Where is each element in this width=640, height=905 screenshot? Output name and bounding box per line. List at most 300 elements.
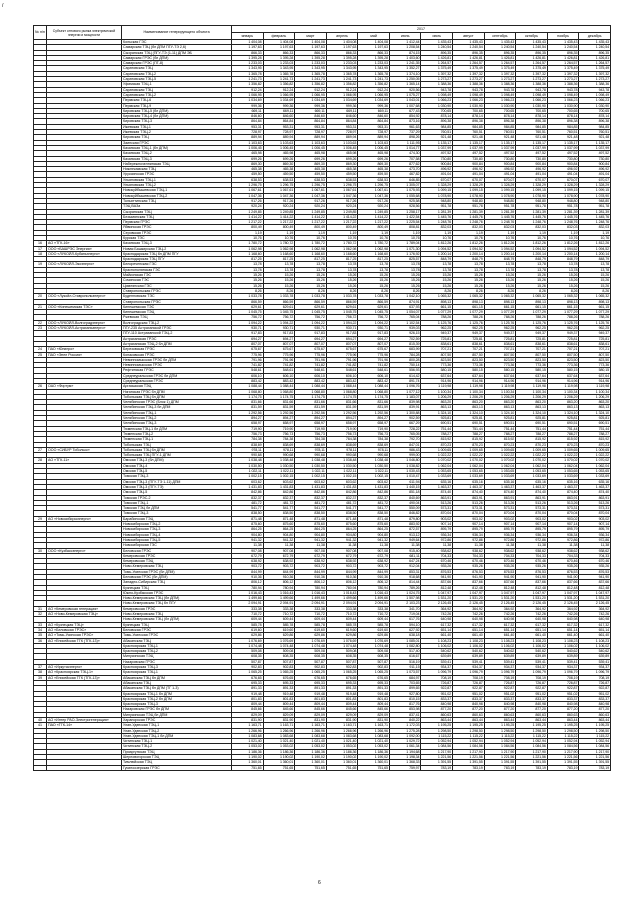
row-value: 866,33	[326, 50, 358, 55]
row-value: 695,33	[358, 680, 390, 685]
row-value: 1 084,56	[547, 744, 579, 749]
row-value: 1 006,45	[358, 145, 390, 150]
row-object: Майкопская ГЭС	[122, 273, 232, 278]
row-object: Красноярская ТЭЦ-2	[122, 649, 232, 654]
row-value: 846,82	[389, 511, 421, 516]
row-value: 896,38	[484, 119, 516, 124]
row-value: 1 094,52	[484, 246, 516, 251]
row-value: 1 404,08	[232, 40, 264, 45]
row-value: 1 217,90	[484, 749, 516, 754]
row-value: 860,63	[516, 712, 548, 717]
row-value: 866,59	[358, 299, 390, 304]
row-value: 728,97	[232, 130, 264, 135]
row-value: 938,62	[579, 548, 611, 553]
row-value: 783,19	[516, 765, 548, 770]
row-value: 891,74	[389, 379, 421, 384]
row-value: 1 053,02	[326, 744, 358, 749]
row-value: 806,12	[232, 580, 264, 585]
row-value: 870,04	[484, 511, 516, 516]
row-object: Томь-Усинская ГРЭС	[122, 633, 232, 638]
row-value: 751,44	[547, 426, 579, 431]
row-value: 866,59	[232, 299, 264, 304]
row-value: 848,79	[547, 257, 579, 262]
row-value: 870,04	[547, 511, 579, 516]
row-value: 1 397,32	[484, 71, 516, 76]
row-value: 832,37	[232, 495, 264, 500]
row-value: 629,86	[358, 633, 390, 638]
row-value: 1 022,11	[232, 469, 264, 474]
row-value: 15,26	[326, 273, 358, 278]
row-value: 1 062,04	[516, 463, 548, 468]
row-value: 896,38	[579, 119, 611, 124]
row-value: 1 066,23	[484, 98, 516, 103]
row-value: 15,26	[516, 273, 548, 278]
row-value: 773,36	[421, 363, 453, 368]
row-value: 1 066,95	[358, 92, 390, 97]
row-value: 1 328,29	[547, 183, 579, 188]
row-value: 606,10	[295, 373, 327, 378]
row-organization: ПАО «Энел Россия»	[47, 352, 122, 357]
row-value: 831,90	[326, 718, 358, 723]
row-value: 1 033,69	[516, 474, 548, 479]
row-value: 1 021,40	[295, 739, 327, 744]
row-value: 1 264,57	[516, 61, 548, 66]
row-value: 1 463,37	[484, 484, 516, 489]
row-value: 831,90	[295, 718, 327, 723]
row-value: 907,14	[579, 522, 611, 527]
row-value: 972,86	[484, 537, 516, 542]
row-value: 2 126,45	[421, 601, 453, 606]
row-value: 914,96	[453, 379, 485, 384]
row-value: 1 273,27	[421, 77, 453, 82]
row-value: 1 108,23	[453, 638, 485, 643]
row-object: Ново-Кемеровская ТЭЦ	[122, 564, 232, 569]
row-value: 1 404,08	[326, 40, 358, 45]
row-value: 780,94	[326, 585, 358, 590]
row-value: 917,83	[358, 331, 390, 336]
row-value: 807,50	[547, 352, 579, 357]
row-value: 838,61	[579, 341, 611, 346]
row-object: Кировская ТЭЦ	[122, 135, 232, 140]
row-value: 895,79	[547, 527, 579, 532]
row-value: 364,92	[579, 606, 611, 611]
row-value: 1 240,54	[579, 45, 611, 50]
row-value: 1 356,82	[295, 82, 327, 87]
row-value: 1 298,50	[421, 728, 453, 733]
row-organization: ООО «БАШРЭС Энергия»	[47, 246, 122, 251]
header-month: июнь	[389, 33, 421, 40]
row-value: 540,62	[547, 649, 579, 654]
row-value: 801,83	[295, 696, 327, 701]
row-value: 1 094,52	[453, 246, 485, 251]
row-value: 907,14	[453, 522, 485, 527]
row-value: 789,26	[389, 585, 421, 590]
row-value: 1 119,98	[421, 384, 453, 389]
row-value: 1 016,43	[263, 590, 295, 595]
row-value: 481,72	[232, 500, 264, 505]
row-value: 1 412,44	[389, 40, 421, 45]
row-value: 728,97	[358, 130, 390, 135]
row-value: 658,97	[326, 421, 358, 426]
row-value: 556,93	[389, 368, 421, 373]
row-value: 1 190,02	[326, 755, 358, 760]
row-value: 978,11	[358, 447, 390, 452]
row-value: 15,26	[358, 283, 390, 288]
row-value: 775,96	[263, 352, 295, 357]
row-value: 831,59	[232, 405, 264, 410]
row-value: 496,92	[516, 167, 548, 172]
row-value: 1 356,82	[263, 82, 295, 87]
row-value: 15,26	[579, 273, 611, 278]
row-value: 1 094,52	[547, 246, 579, 251]
row-value: 1 426,81	[547, 55, 579, 60]
row-value: 941,32	[358, 537, 390, 542]
row-value: 839,98	[389, 400, 421, 405]
row-value: 907,14	[547, 522, 579, 527]
row-value: 15,26	[484, 278, 516, 283]
row-value: 1 292,56	[326, 410, 358, 415]
row-value: 801,83	[326, 696, 358, 701]
row-object: Самарская ГРЭС (ПГ-8)	[122, 61, 232, 66]
row-value: 898,13	[579, 299, 611, 304]
row-value: 936,34	[453, 532, 485, 537]
row-value: 864,25	[232, 527, 264, 532]
row-value: 1 078,90	[453, 193, 485, 198]
row-value: 817,25	[295, 257, 327, 262]
row-value: 730,80	[421, 156, 453, 161]
row-value: 751,44	[516, 426, 548, 431]
row-value: 459,50	[295, 172, 327, 177]
row-value: 1 391,55	[579, 760, 611, 765]
row-value: 877,20	[421, 707, 453, 712]
row-value: 658,97	[263, 421, 295, 426]
row-object: Красноярская ТЭЦ-2 бл ДПМ	[122, 696, 232, 701]
row-value: 540,62	[516, 649, 548, 654]
row-value: 1 071,30	[389, 246, 421, 251]
row-value: 978,11	[326, 447, 358, 452]
row-value: 1 119,98	[547, 384, 579, 389]
row-value: 1 200,14	[421, 251, 453, 256]
row-value: 904,80	[326, 532, 358, 537]
row-value: 1 073,57	[389, 670, 421, 675]
row-value: 962,25	[579, 326, 611, 331]
row-value: 1 070,02	[421, 458, 453, 463]
row-value: 914,96	[547, 379, 579, 384]
row-object: Няганская ГРЭС бл ДПМ	[122, 389, 232, 394]
row-value: 1 070,02	[484, 458, 516, 463]
row-value: 1 195,25	[484, 723, 516, 728]
row-value: 876,53	[484, 569, 516, 574]
row-object: Среднеуральская ГРЭС бл ДПМ	[122, 373, 232, 378]
row-value: 1 365,78	[358, 71, 390, 76]
row-value: 842,86	[263, 490, 295, 495]
row-value: 864,25	[358, 527, 390, 532]
row-value: 984,85	[547, 124, 579, 129]
row-value: 638,92	[295, 559, 327, 564]
row-value: 801,83	[358, 696, 390, 701]
row-value: 896,35	[453, 50, 485, 55]
row-value: 1 368,33	[389, 760, 421, 765]
row-object: Улан-Удэнская ТЭЦ-1 бл ДПМ	[122, 733, 232, 738]
row-value: 1 021,40	[358, 739, 390, 744]
row-value: 807,50	[579, 352, 611, 357]
row-value: 951,78	[547, 204, 579, 209]
row-value: 895,79	[484, 527, 516, 532]
row-value: 700,65	[579, 108, 611, 113]
row-value: 1 200,14	[547, 251, 579, 256]
row-value: 1 047,97	[484, 590, 516, 595]
row-value: 1 435,43	[421, 40, 453, 45]
row-value: 669,11	[263, 108, 295, 113]
row-value: 922,87	[421, 686, 453, 691]
row-value: 919,48	[263, 691, 295, 696]
header-month: май	[358, 33, 390, 40]
row-value: 935,26	[421, 564, 453, 569]
row-object: Томская ТЭЦ-3	[122, 511, 232, 516]
row-value: 15,26	[579, 283, 611, 288]
row-value: 756,73	[232, 431, 264, 436]
row-object: Минусинская ТЭЦ	[122, 654, 232, 659]
row-value: 1 066,95	[326, 92, 358, 97]
row-value: 839,91	[389, 405, 421, 410]
row-value: 1 248,76	[547, 220, 579, 225]
row-value: 863,13	[579, 405, 611, 410]
row-value: 953,31	[263, 124, 295, 129]
row-value: 1 414,22	[263, 214, 295, 219]
row-value: 2 094,91	[232, 601, 264, 606]
row-value: 951,78	[421, 204, 453, 209]
row-value: 1 163,71	[326, 723, 358, 728]
row-value: 812,48	[516, 585, 548, 590]
row-object: Кировская ТЭЦ-3	[122, 119, 232, 124]
row-value: 617,32	[547, 622, 579, 627]
row-value: 863,20	[579, 400, 611, 405]
row-value: 1 135,17	[547, 140, 579, 145]
row-value: 694,27	[263, 336, 295, 341]
row-value: 851,18	[389, 490, 421, 495]
row-value: 15,26	[421, 278, 453, 283]
row-object: Набережночелнинская ТЭЦ	[122, 161, 232, 166]
row-value: 15,26	[421, 283, 453, 288]
row-value: 1 037,99	[516, 145, 548, 150]
row-value: 935,26	[547, 564, 579, 569]
row-value: 784,38	[326, 437, 358, 442]
row-value: 775,96	[326, 352, 358, 357]
row-value: 1 445,76	[421, 214, 453, 219]
row-value: 730,80	[484, 156, 516, 161]
row-value: 1 298,50	[547, 728, 579, 733]
row-value: 617,32	[516, 622, 548, 627]
row-value: 1 037,99	[547, 145, 579, 150]
row-value: 1 258,17	[389, 209, 421, 214]
row-value: 507,87	[326, 659, 358, 664]
row-value: 541,77	[295, 506, 327, 511]
row-value: 1 812,26	[421, 241, 453, 246]
row-value: 1 065,32	[484, 294, 516, 299]
row-value: 1 435,43	[547, 40, 579, 45]
row-object: Березовская ГРЭС	[122, 347, 232, 352]
row-value: 1 292,56	[295, 410, 327, 415]
row-value: 1 206,29	[453, 394, 485, 399]
row-value: 1 431,83	[358, 484, 390, 489]
row-value: 1 298,50	[579, 728, 611, 733]
row-value: 1 085,01	[389, 638, 421, 643]
row-organization: ПАО «Юнипро»	[47, 347, 122, 352]
row-value: 1 045,75	[358, 310, 390, 315]
row-value: 809,44	[232, 702, 264, 707]
row-value: 1 099,15	[579, 188, 611, 193]
row-value: 1 108,23	[547, 638, 579, 643]
row-object: Саратовская ТЭЦ	[122, 66, 232, 71]
header-year: 2017	[232, 26, 611, 33]
row-value: 1 030,50	[326, 463, 358, 468]
row-value: 459,50	[358, 172, 390, 177]
row-value: 999,00	[389, 453, 421, 458]
row-value: 1 030,90	[453, 103, 485, 108]
row-value: 874,40	[547, 490, 579, 495]
row-object: Красноярская ТЭЦ-3	[122, 702, 232, 707]
row-value: 710,72	[295, 612, 327, 617]
row-object: Тюменская ТЭЦ-1 бл ДПМ	[122, 426, 232, 431]
row-value: 1 250,05	[389, 77, 421, 82]
row-object: Сызранская ТЭЦ	[122, 209, 232, 214]
row-value: 1 047,97	[547, 590, 579, 595]
row-value: 1 435,43	[453, 40, 485, 45]
row-value: 573,31	[484, 506, 516, 511]
row-value: 1 190,02	[358, 755, 390, 760]
row-value: 1 273,27	[516, 77, 548, 82]
row-value: 788,26	[579, 315, 611, 320]
row-value: 1 206,29	[579, 394, 611, 399]
row-value: 708,19	[484, 675, 516, 680]
row-object: Астраханская ГРЭС	[122, 336, 232, 341]
row-value: 864,84	[326, 119, 358, 124]
row-value: 1 009,65	[579, 447, 611, 452]
row-value: 333,38	[295, 606, 327, 611]
row-value: 1 397,32	[579, 71, 611, 76]
row-value: 1 221,56	[547, 755, 579, 760]
row-value: 1 172,03	[389, 723, 421, 728]
row-value: 920,24	[295, 204, 327, 209]
row-value: 1 098,49	[453, 92, 485, 97]
row-value: 773,36	[516, 363, 548, 368]
row-value: 11,38	[516, 543, 548, 548]
row-value: 941,32	[295, 537, 327, 542]
row-value: 1 022,22	[579, 453, 611, 458]
row-value: 8,26	[326, 288, 358, 293]
row-organization: ПАО «ТГК-14»	[47, 723, 122, 728]
row-value: 580,15	[421, 368, 453, 373]
row-value: 1 217,22	[263, 220, 295, 225]
row-value: 1 812,26	[579, 241, 611, 246]
row-value: 1 241,73	[326, 77, 358, 82]
row-value: 842,86	[358, 490, 390, 495]
row-value: 921,48	[516, 135, 548, 140]
row-value: 943,78	[453, 87, 485, 92]
row-value: 844,99	[263, 569, 295, 574]
row-value: 889,94	[263, 135, 295, 140]
row-value: 1 200,14	[484, 251, 516, 256]
row-object: Кировская ТЭЦ-4 (бл ДПМ)	[122, 114, 232, 119]
row-value: 1 016,43	[232, 590, 264, 595]
row-value: 540,62	[579, 649, 611, 654]
row-value: 606,10	[232, 373, 264, 378]
row-value: 1 463,37	[516, 484, 548, 489]
row-value: 661,40	[579, 633, 611, 638]
row-value: 788,27	[547, 431, 579, 436]
row-value: 465,38	[232, 167, 264, 172]
row-value: 11,38	[263, 543, 295, 548]
row-value: 629,86	[295, 633, 327, 638]
row-value: 914,96	[484, 379, 516, 384]
row-value: 670,07	[579, 177, 611, 182]
row-value: 1 068,80	[326, 389, 358, 394]
row-object: Омская ТЭЦ-3 (бл ДПМ)	[122, 458, 232, 463]
row-value: 941,32	[326, 537, 358, 542]
row-value: 1 047,97	[516, 590, 548, 595]
row-object: ПГУ-110 Астраханской ТЭЦ-2	[122, 331, 232, 336]
row-value: 1 168,60	[295, 251, 327, 256]
row-value: 1 217,22	[295, 220, 327, 225]
row-value: 817,25	[263, 257, 295, 262]
row-value: 1 789,04	[389, 241, 421, 246]
row-value: 951,02	[516, 691, 548, 696]
row-value: 1 391,55	[516, 760, 548, 765]
row-value: 869,30	[358, 161, 390, 166]
row-value: 1 070,02	[453, 458, 485, 463]
row-value: 670,46	[484, 559, 516, 564]
row-value: 903,02	[516, 516, 548, 521]
row-value: 833,37	[421, 696, 453, 701]
row-object: Новосибирская ГЭС	[122, 543, 232, 548]
row-value: 978,11	[295, 447, 327, 452]
row-value: 1 066,23	[453, 98, 485, 103]
row-value: 871,48	[326, 516, 358, 521]
row-value: 1 531,20	[516, 596, 548, 601]
row-value: 1 221,56	[453, 755, 485, 760]
row-value: 1 100,34	[579, 389, 611, 394]
row-value: 788,27	[453, 431, 485, 436]
row-value: 921,48	[579, 135, 611, 140]
row-value: 509,08	[358, 649, 390, 654]
row-organization: АО «Енисейская ТГК (ТГК-13)»	[47, 675, 122, 680]
row-value: 1 531,20	[421, 596, 453, 601]
row-value: 708,19	[516, 675, 548, 680]
row-value: 817,76	[389, 702, 421, 707]
row-value: 640,98	[516, 617, 548, 622]
row-value: 640,98	[547, 617, 579, 622]
row-value: 1 426,81	[484, 55, 516, 60]
row-value: 1 388,36	[579, 82, 611, 87]
row-value: 783,19	[547, 765, 579, 770]
row-value: 842,86	[232, 490, 264, 495]
row-value: 1 033,69	[484, 474, 516, 479]
row-value: 1 225,54	[389, 220, 421, 225]
row-value: 838,61	[421, 341, 453, 346]
row-value: 15,26	[516, 278, 548, 283]
row-value: 788,27	[516, 431, 548, 436]
row-value: 638,92	[358, 559, 390, 564]
row-value: 1 240,54	[516, 45, 548, 50]
row-value: 902,83	[326, 665, 358, 670]
row-value: 837,66	[421, 580, 453, 585]
row-value: 1 065,25	[232, 670, 264, 675]
row-value: 871,48	[295, 516, 327, 521]
row-value: 1 053,65	[516, 469, 548, 474]
row-value: 837,66	[579, 580, 611, 585]
row-value: 831,59	[295, 405, 327, 410]
row-value: 1 088,44	[263, 384, 295, 389]
